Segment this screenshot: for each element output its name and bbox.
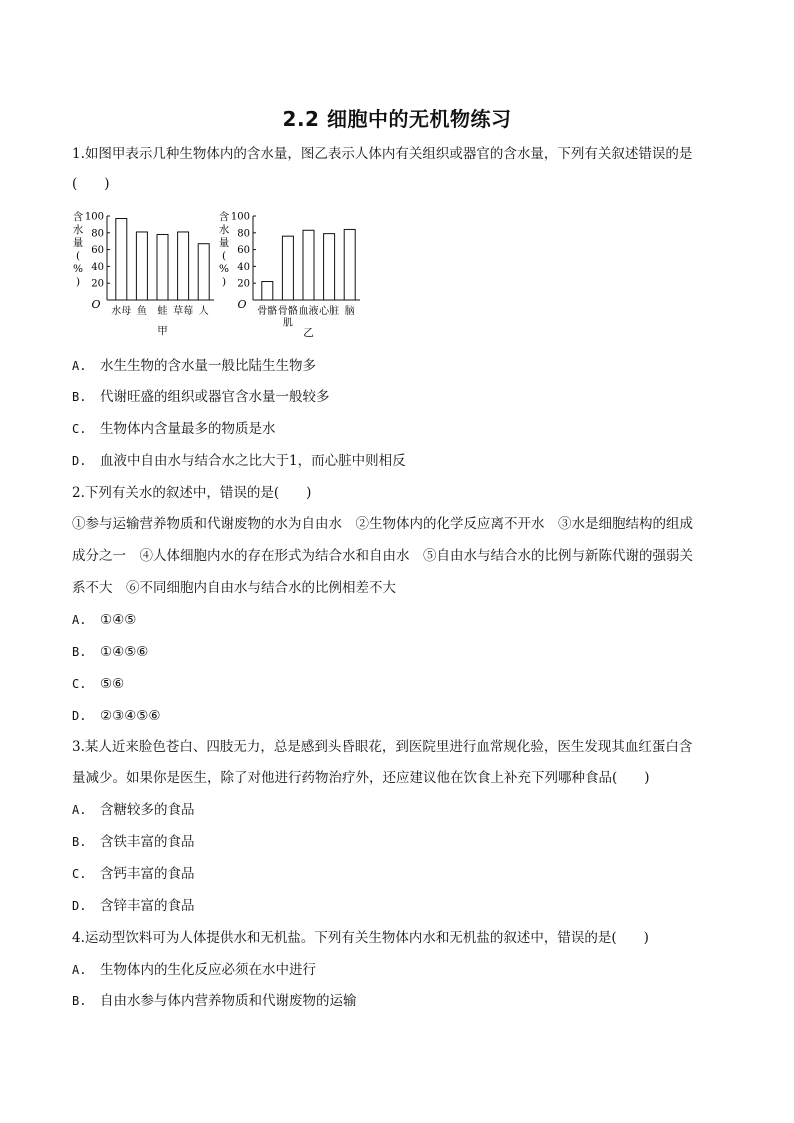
q2-statement-line3: 系不大 ⑥不同细胞内自由水与结合水的比例相差不大 (72, 580, 396, 596)
x-tick-label: 骨骼 (277, 306, 298, 317)
x-tick-label: 草莓 (173, 306, 194, 317)
q4-stem: 4.运动型饮料可为人体提供水和无机盐。下列有关生物体内水和无机盐的叙述中，错误的是( ) (72, 930, 649, 946)
y-tick-label: 20 (91, 278, 104, 290)
q3-stem-line2: 量减少。如果你是医生，除了对他进行药物治疗外，还应建议他在饮食上补充下列哪种食品( ) (72, 770, 650, 786)
bar (324, 234, 335, 300)
q2-option-b[interactable]: B. ①④⑤⑥ (72, 644, 149, 660)
chart-yi (216, 208, 366, 343)
y-axis-title-char: 水 (72, 224, 84, 236)
y-axis-title-char: 量 (72, 237, 84, 249)
q1-stem-line1: 1.如图甲表示几种生物体内的含水量，图乙表示人体内有关组织或器官的含水量，下列有关叙述错误的是 (72, 146, 693, 162)
q2-option-c[interactable]: C. ⑤⑥ (72, 676, 125, 692)
y-tick-label: 80 (237, 228, 250, 240)
y-tick-label: 40 (91, 261, 104, 273)
q1-option-c[interactable]: C. 生物体内含量最多的物质是水 (72, 421, 276, 437)
q1-stem-line2: ( ) (72, 176, 110, 192)
q3-option-d[interactable]: D. 含锌丰富的食品 (72, 898, 195, 914)
q1-option-b[interactable]: B. 代谢旺盛的组织或器官含水量一般较多 (72, 389, 330, 405)
y-axis-title-char: ) (75, 276, 81, 288)
page-title: 2.2 细胞中的无机物练习 (282, 107, 512, 131)
q1-option-a[interactable]: A. 水生生物的含水量一般比陆生生物多 (72, 358, 316, 374)
chart-jia (70, 208, 220, 343)
x-tick-label: 蛙 (157, 306, 168, 317)
q2-statement-line1: ①参与运输营养物质和代谢废物的水为自由水 ②生物体内的化学反应离不开水 ③水是细胞结构的组成 (72, 516, 693, 532)
q2-statement-line2: 成分之一 ④人体细胞内水的存在形式为结合水和自由水 ⑤自由水与结合水的比例与新陈代谢的强弱关 (72, 548, 693, 564)
y-axis-title-char: % (219, 263, 229, 275)
y-tick-label: 60 (237, 245, 250, 257)
y-tick-label: 100 (84, 211, 104, 223)
y-tick-label: 80 (91, 228, 104, 240)
q2-stem: 2.下列有关水的叙述中，错误的是( ) (72, 485, 312, 501)
bar (262, 282, 273, 300)
y-axis-title-char: 含 (72, 211, 84, 223)
y-axis-title-char: ) (221, 276, 227, 288)
q3-stem-line1: 3.某人近来脸色苍白、四肢无力，总是感到头昏眼花，到医院里进行血常规化验，医生发现其血红蛋白含 (72, 739, 693, 755)
bar (136, 232, 147, 300)
q2-option-d[interactable]: D. ②③④⑤⑥ (72, 708, 161, 724)
x-tick-label: 骨骼 (257, 306, 278, 317)
x-tick-label: 水母 (111, 306, 132, 317)
chart-caption: 乙 (303, 327, 314, 339)
q3-option-a[interactable]: A. 含糖较多的食品 (72, 802, 195, 818)
y-tick-label: 40 (237, 261, 250, 273)
q4-option-b[interactable]: B. 自由水参与体内营养物质和代谢废物的运输 (72, 993, 357, 1009)
q3-option-c[interactable]: C. 含钙丰富的食品 (72, 866, 195, 882)
origin-label: O (91, 298, 101, 311)
y-tick-label: 100 (230, 211, 250, 223)
y-axis-title-char: % (73, 263, 83, 275)
q3-option-b[interactable]: B. 含铁丰富的食品 (72, 834, 195, 850)
y-tick-label: 20 (237, 278, 250, 290)
bar (282, 236, 293, 300)
x-tick-label: 人 (198, 306, 209, 317)
x-tick-label: 血液 (298, 306, 319, 317)
bar (116, 219, 127, 300)
chart-caption: 甲 (157, 325, 168, 337)
y-axis-title-char: ( (75, 250, 81, 262)
x-tick-label-line2: 肌 (282, 318, 293, 329)
y-axis-title-char: ( (221, 250, 227, 262)
y-axis-title-char: 量 (218, 237, 230, 249)
bar (157, 234, 168, 300)
bar (198, 244, 209, 300)
x-tick-label: 鱼 (136, 306, 147, 317)
bar (178, 232, 189, 300)
bar (303, 230, 314, 300)
q1-option-d[interactable]: D. 血液中自由水与结合水之比大于1，而心脏中则相反 (72, 453, 406, 469)
q2-option-a[interactable]: A. ①④⑤ (72, 612, 137, 628)
x-tick-label: 脑 (344, 306, 355, 317)
q4-option-a[interactable]: A. 生物体内的生化反应必须在水中进行 (72, 962, 316, 978)
y-tick-label: 60 (91, 245, 104, 257)
y-axis-title-char: 水 (218, 224, 230, 236)
bar (344, 229, 355, 300)
y-axis-title-char: 含 (218, 211, 230, 223)
x-tick-label: 心脏 (319, 306, 340, 317)
origin-label: O (237, 298, 247, 311)
